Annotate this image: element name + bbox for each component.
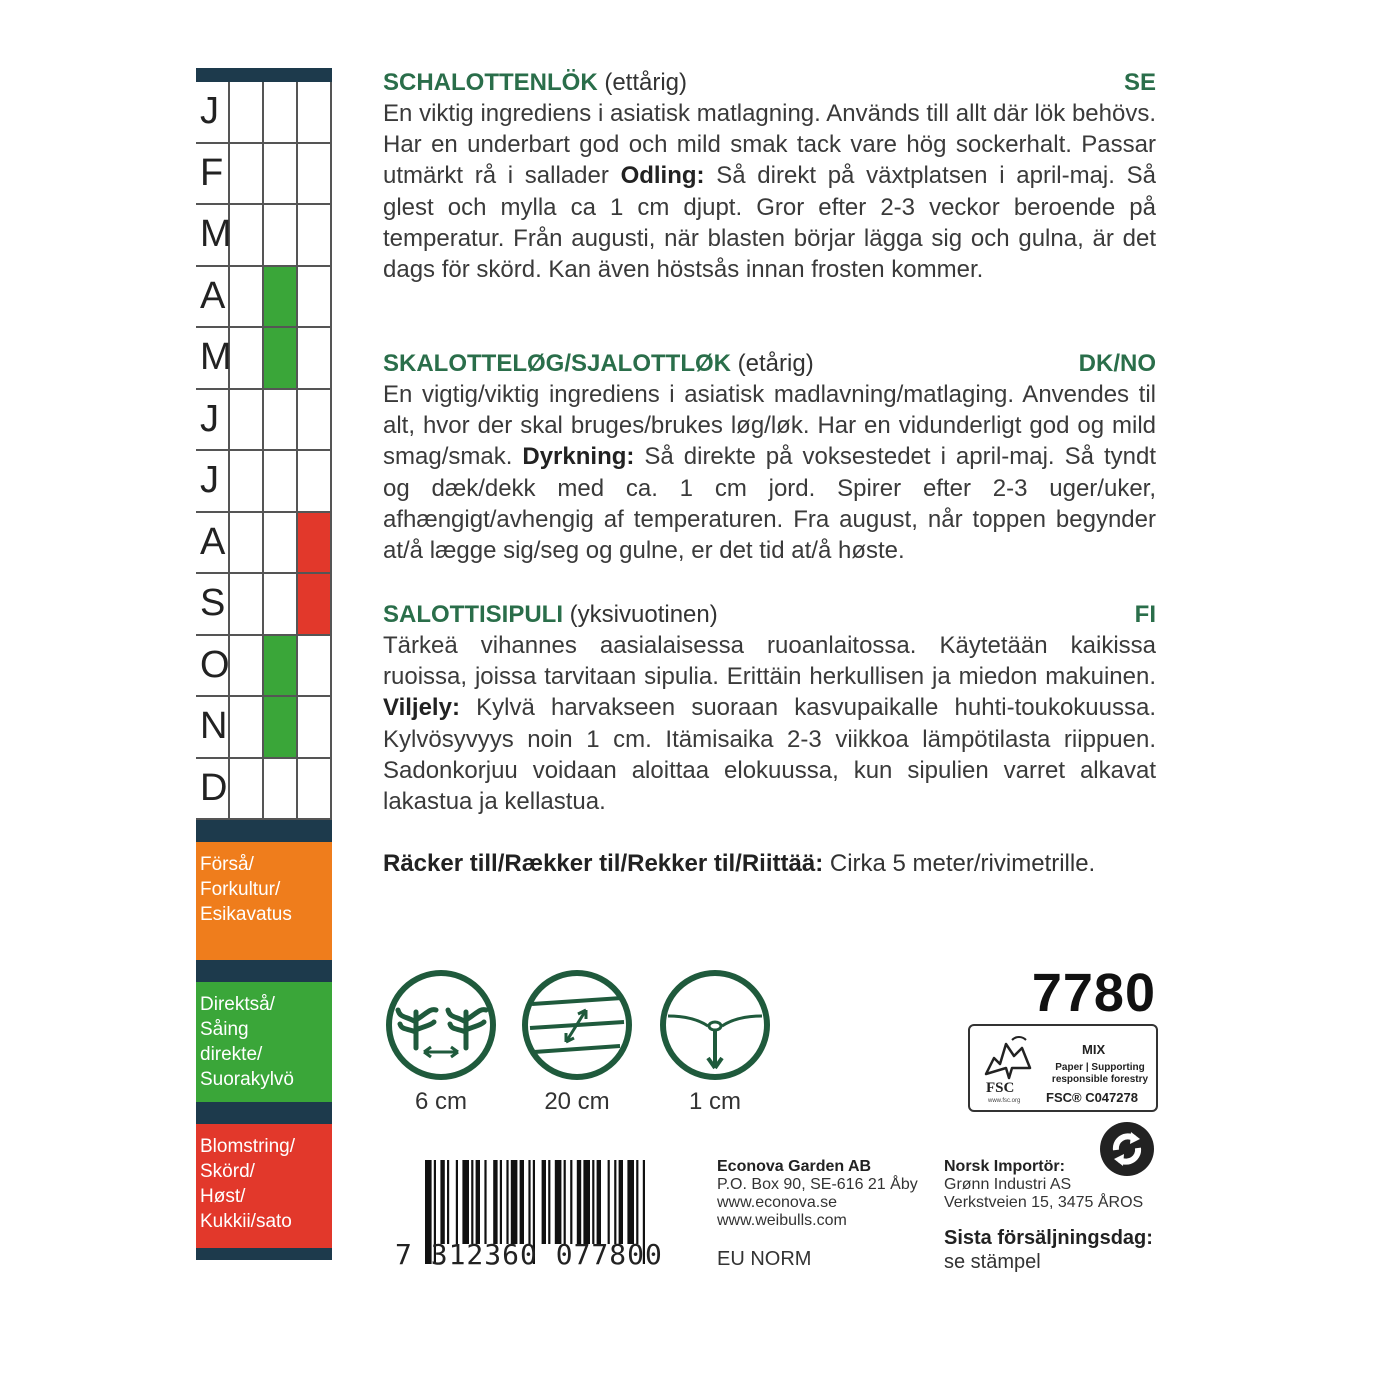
legend-direct-line: Suorakylvö (200, 1069, 294, 1090)
barcode-bar (564, 1160, 566, 1244)
legend-divider (196, 820, 332, 842)
presow-cell (230, 574, 264, 636)
section-header (383, 68, 1156, 98)
section-subtitle: (yksivuotinen) (569, 601, 718, 628)
company-website: www.weibulls.com (717, 1212, 847, 1229)
fsc-label (968, 1024, 1158, 1112)
barcode-bar (471, 1160, 473, 1244)
barcode-bar (528, 1160, 530, 1244)
month-letter: D (196, 759, 230, 821)
legend-direct-line: Direktså/ (200, 994, 275, 1015)
plant-spacing-icon (386, 970, 496, 1080)
section-body (383, 630, 1156, 817)
calendar-bottom-bar (196, 1248, 332, 1260)
month-letter: A (196, 513, 230, 575)
eu-norm: EU NORM (717, 1248, 812, 1270)
direct-cell-active (264, 328, 298, 390)
direct-cell (264, 144, 298, 206)
presow-cell (230, 82, 264, 144)
language-code: DK/NO (1078, 350, 1156, 377)
direct-cell-active (264, 697, 298, 759)
legend-harvest-line: Skörd/ (200, 1161, 255, 1182)
barcode-bar (577, 1160, 581, 1244)
plant-spacing-label: 6 cm (414, 1088, 467, 1115)
direct-cell (264, 759, 298, 821)
barcode-bar (592, 1160, 594, 1244)
harvest-cell (298, 267, 332, 329)
calendar-row-jul (196, 451, 332, 513)
calendar-top-bar (196, 68, 332, 82)
legend-direct-line: Såing (200, 1019, 249, 1040)
calendar-row-jan (196, 82, 332, 144)
row-spacing-icon (522, 970, 632, 1080)
section-title: SKALOTTELØG/SJALOTTLØK (etårig) (383, 350, 814, 377)
company-address: P.O. Box 90, SE-616 21 Åby (717, 1176, 918, 1193)
body-text: En vigtig/viktig ingrediens i asiatisk madlavning/matlaging. Anvendes til alt, hvor der skal bruges/brukes løg/løk. Har en vidunderligt god og mild smag/smak. (383, 381, 1156, 471)
language-code: FI (1134, 601, 1156, 628)
fsc-description-line: Paper | Supporting (1055, 1062, 1145, 1073)
language-code: SE (1123, 69, 1156, 96)
section-swedish (383, 68, 1156, 285)
calendar-row-sep (196, 574, 332, 636)
barcode-bar (440, 1160, 444, 1244)
direct-cell (264, 513, 298, 575)
direct-cell (264, 451, 298, 513)
legend-harvest-line: Kukkii/sato (200, 1211, 292, 1232)
month-letter: N (196, 697, 230, 759)
barcode-bar (570, 1160, 572, 1244)
body-text: En viktig ingrediens i asiatisk matlagning. Används till allt där lök behövs. Har en underbart god och mild smak tack vare hög sockerhalt. Passar utmärkt rå i sallader (383, 100, 1156, 190)
month-letter: J (196, 82, 230, 144)
barcode-bar (542, 1160, 546, 1244)
harvest-cell-active (298, 574, 332, 636)
legend-divider (196, 1102, 332, 1124)
barcode-bar (462, 1160, 469, 1244)
barcode-bar (614, 1160, 616, 1244)
barcode-bar (636, 1160, 638, 1244)
calendar-row-may (196, 328, 332, 390)
legend-harvest-line: Blomstring/ (200, 1136, 296, 1157)
harvest-cell-active (298, 513, 332, 575)
coverage-label: Räcker till/Rækker til/Rekker til/Riittää: (383, 850, 824, 877)
fsc-wordmark: FSC (986, 1080, 1015, 1096)
calendar-grid (196, 82, 332, 820)
calendar-row-nov (196, 697, 332, 759)
presow-cell (230, 144, 264, 206)
body-text: Så direkt på växtplatsen i april-maj. Så glest och mylla ca 1 cm djupt. Gror efter 2-3 veckor beroende på temperatur. Från augusti, när blasten börjar lägga sig och gulna, är det dags för skörd. Kan även höstsås innan frosten kommer. (383, 162, 1156, 284)
last-sale-date (944, 1226, 1153, 1274)
section-header (383, 600, 1156, 630)
recycle-icon (1098, 1120, 1156, 1178)
barcode-number: 312360 077800 (430, 1238, 663, 1271)
legend-presow-line: Esikavatus (200, 904, 292, 925)
barcode-bar (456, 1160, 458, 1244)
row-spacing-label: 20 cm (544, 1088, 610, 1115)
section-danish-norwegian (383, 349, 1156, 566)
fsc-description-line: responsible forestry (1051, 1074, 1149, 1085)
presow-cell (230, 267, 264, 329)
barcode-bar (500, 1160, 502, 1244)
company-website: www.econova.se (717, 1194, 838, 1211)
month-letter: J (196, 390, 230, 452)
body-text: Kylvä harvakseen suoraan kasvupaikalle huhti-toukokuussa. Kylvösyvyys noin 1 cm. Itämisaika 2-3 viikkoa lämpötilasta riippuen. Sadonkorjuu voidaan aloittaa elokuussa, kun sipulien varret alkavat lakastua ja kellastua. (383, 694, 1156, 816)
barcode-bar (555, 1160, 562, 1244)
direct-cell-active (264, 267, 298, 329)
body-bold-label: Odling: (620, 162, 705, 190)
month-letter: M (196, 328, 230, 390)
calendar-row-jun (196, 390, 332, 452)
calendar-row-aug (196, 513, 332, 575)
presow-cell (230, 636, 264, 698)
legend-presow-line: Förså/ (200, 854, 254, 875)
importer-label: Norsk Importör: (944, 1158, 1065, 1175)
barcode-bar (520, 1160, 524, 1244)
fsc-description (1046, 1062, 1154, 1086)
section-header (383, 349, 1156, 379)
calendar-row-oct (196, 636, 332, 698)
direct-cell (264, 205, 298, 267)
section-body (383, 98, 1156, 285)
direct-cell (264, 390, 298, 452)
presow-cell (230, 697, 264, 759)
barcode-bar (511, 1160, 518, 1244)
barcode-bar (583, 1160, 590, 1244)
last-sale-value: se stämpel (944, 1251, 1041, 1273)
direct-cell (264, 574, 298, 636)
barcode-bar (484, 1160, 486, 1244)
coverage-value: Cirka 5 meter/rivimetrille. (823, 850, 1096, 877)
barcode-bar (447, 1160, 449, 1244)
barcode-bar (476, 1160, 480, 1244)
barcode-first-digit: 7 (395, 1238, 413, 1271)
sowing-depth-icon (660, 970, 770, 1080)
direct-cell (264, 82, 298, 144)
harvest-cell (298, 390, 332, 452)
barcode-bar (493, 1160, 497, 1244)
econova-address (717, 1158, 918, 1230)
fsc-mix: MIX (1082, 1042, 1106, 1057)
product-number: 7780 (1031, 963, 1156, 1023)
month-letter: M (196, 205, 230, 267)
legend-presow (196, 842, 332, 960)
harvest-cell (298, 636, 332, 698)
calendar-row-mar (196, 205, 332, 267)
presow-cell (230, 451, 264, 513)
last-sale-label: Sista försäljningsdag: (944, 1227, 1153, 1249)
body-text: Så direkte på voksestedet i april-maj. Så tyndt og dæk/dekk med ca. 1 cm jord. Spirer efter 2-3 uger/uker, afhængigt/avhengig af temperaturen. Fra august, når toppen begynder at/å lægge sig/seg og gulne, er det tid at/å høste. (383, 443, 1157, 565)
fsc-url: www.fsc.org (988, 1098, 1021, 1104)
barcode-digits (395, 1238, 663, 1271)
body-bold-label: Dyrkning: (522, 443, 635, 471)
presow-cell (230, 205, 264, 267)
importer-company: Grønn Industri AS (944, 1176, 1072, 1193)
legend-harvest (196, 1124, 332, 1248)
month-letter: A (196, 267, 230, 329)
harvest-cell (298, 328, 332, 390)
barcode-bar (597, 1160, 601, 1244)
month-letter: F (196, 144, 230, 206)
presow-cell (230, 513, 264, 575)
legend-direct-sow (196, 982, 332, 1102)
presow-cell (230, 328, 264, 390)
section-subtitle: (ettårig) (604, 69, 688, 96)
month-letter: O (196, 636, 230, 698)
month-letter: S (196, 574, 230, 636)
legend-divider (196, 960, 332, 982)
barcode-bar (608, 1160, 610, 1244)
body-bold-label: Viljely: (383, 694, 460, 722)
fsc-tree-icon (982, 1034, 1036, 1080)
section-title: SALOTTISIPULI (yksivuotinen) (383, 601, 718, 628)
body-text: Tärkeä vihannes aasialaisessa ruoanlaitossa. Käytetään kaikissa ruoissa, joissa tarvitaan sipulia. Erittäin herkullisen ja miedon makuinen. (383, 632, 1156, 691)
section-body (383, 379, 1156, 566)
company-name: Econova Garden AB (717, 1158, 872, 1175)
barcode-bar (548, 1160, 550, 1244)
harvest-cell (298, 759, 332, 821)
barcode-bar (627, 1160, 634, 1244)
harvest-cell (298, 144, 332, 206)
barcode-bar (619, 1160, 623, 1244)
section-subtitle: (etårig) (737, 350, 814, 377)
direct-cell-active (264, 636, 298, 698)
legend-presow-line: Forkultur/ (200, 879, 281, 900)
presow-cell (230, 390, 264, 452)
month-letter: J (196, 451, 230, 513)
barcode-bar (506, 1160, 508, 1244)
calendar-row-apr (196, 267, 332, 329)
legend-harvest-line: Høst/ (200, 1186, 246, 1207)
calendar-row-feb (196, 144, 332, 206)
calendar-row-dec (196, 759, 332, 821)
importer-address: Verkstveien 15, 3475 ÅROS (944, 1194, 1144, 1211)
harvest-cell (298, 451, 332, 513)
section-title: SCHALOTTENLÖK (ettårig) (383, 69, 688, 96)
harvest-cell (298, 205, 332, 267)
harvest-cell (298, 82, 332, 144)
sowing-depth-label: 1 cm (688, 1088, 741, 1115)
harvest-cell (298, 697, 332, 759)
presow-cell (230, 759, 264, 821)
section-finnish (383, 600, 1156, 817)
legend-direct-line: direkte/ (200, 1044, 263, 1065)
coverage-line (383, 850, 1095, 878)
sowing-calendar (196, 68, 332, 1260)
fsc-code: FSC® C047278 (1046, 1090, 1138, 1105)
